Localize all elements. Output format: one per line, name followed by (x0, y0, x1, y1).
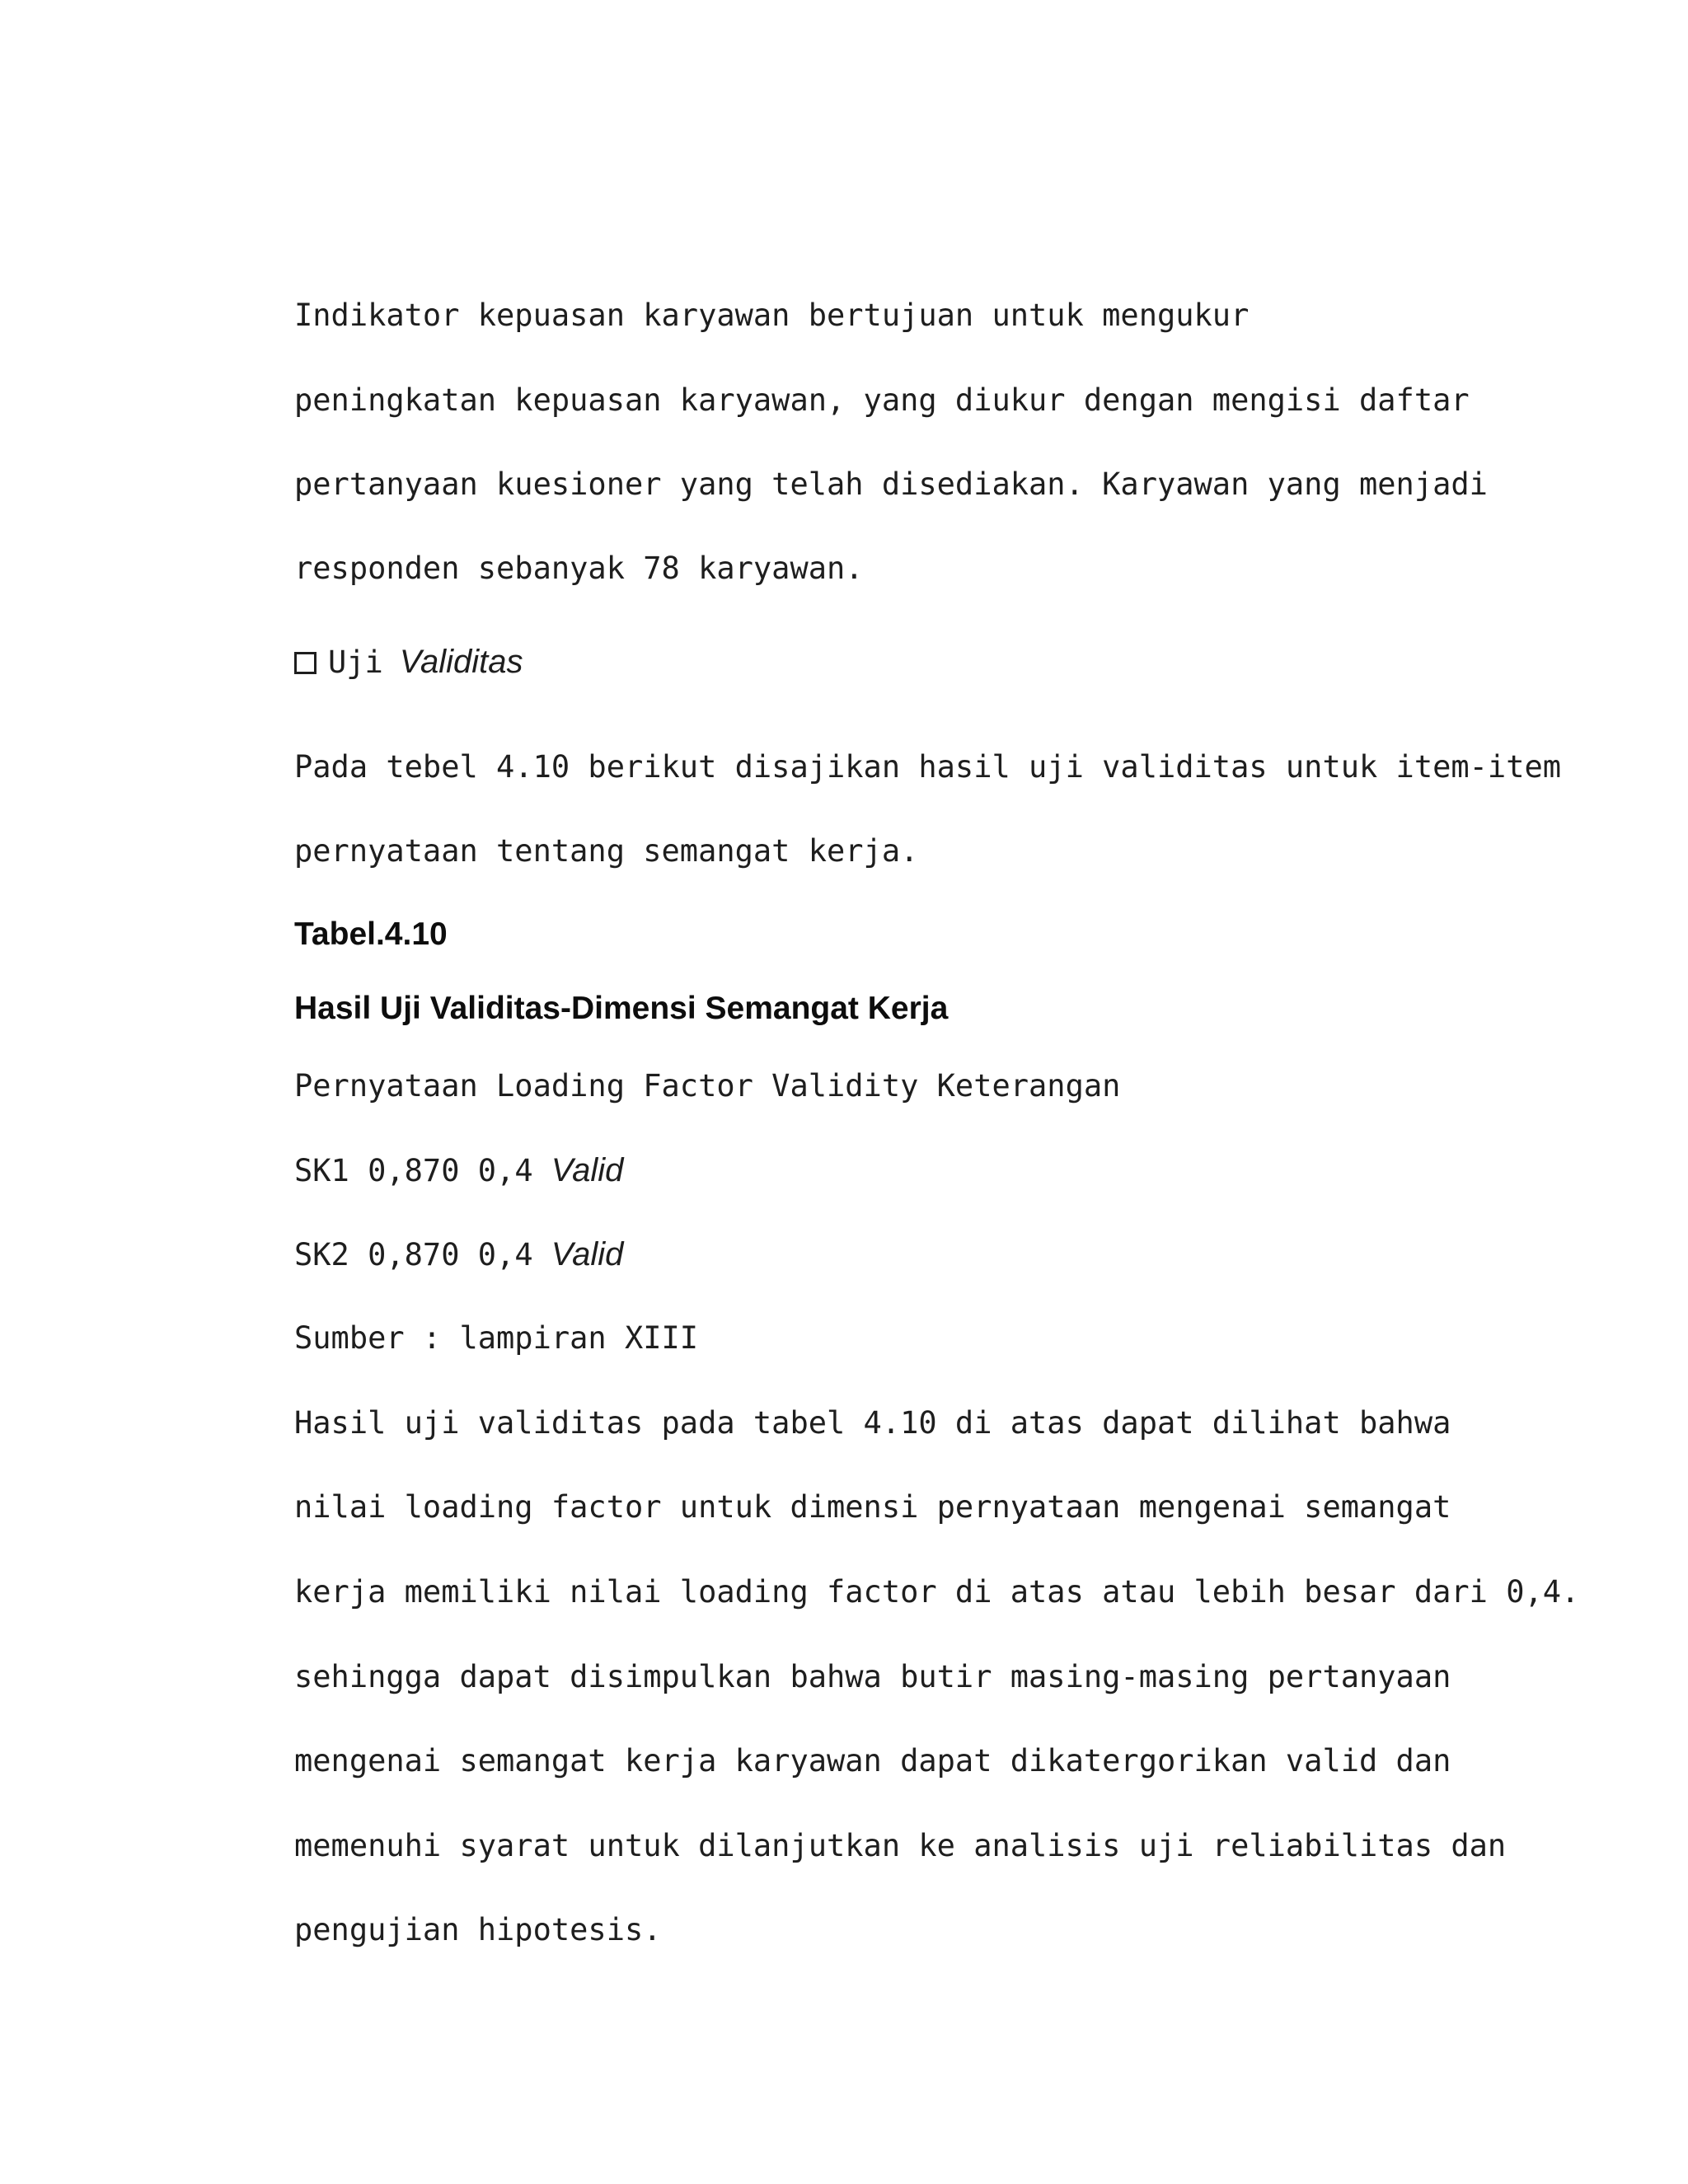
table-title: Hasil Uji Validitas-Dimensi Semangat Kerja (294, 991, 949, 1026)
intro-line-4: responden sebanyak 78 karyawan. (294, 551, 864, 586)
row-keterangan: Valid (551, 1152, 624, 1188)
conclusion-line-4: sehingga dapat disimpulkan bahwa butir masing-masing pertanyaan (294, 1659, 1451, 1694)
intro-line-1: Indikator kepuasan karyawan bertujuan untuk mengukur (294, 298, 1250, 333)
intro-line-3: pertanyaan kuesioner yang telah disediakan. Karyawan yang menjadi (294, 466, 1488, 502)
row-validity: 0,4 (477, 1237, 533, 1272)
table-row (294, 1152, 623, 1189)
conclusion-line-3: kerja memiliki nilai loading factor di atas atau lebih besar dari 0,4. (294, 1574, 1580, 1610)
intro-line-2: peningkatan kepuasan karyawan, yang diukur dengan mengisi daftar (294, 382, 1470, 418)
conclusion-line-5: mengenai semangat kerja karyawan dapat dikatergorikan valid dan (294, 1743, 1451, 1779)
table-row (294, 1236, 623, 1273)
row-item: SK1 (294, 1153, 349, 1188)
row-loading: 0,870 (368, 1153, 460, 1188)
row-keterangan: Valid (551, 1236, 624, 1272)
table-intro-line-2: pernyataan tentang semangat kerja. (294, 833, 919, 869)
row-validity: 0,4 (477, 1153, 533, 1188)
table-header: Pernyataan Loading Factor Validity Keterangan (294, 1068, 1121, 1104)
checkbox-icon (294, 652, 316, 674)
conclusion-line-7: pengujian hipotesis. (294, 1912, 662, 1947)
row-loading: 0,870 (368, 1237, 460, 1272)
table-intro-line-1: Pada tebel 4.10 berikut disajikan hasil uji validitas untuk item-item (294, 749, 1562, 785)
bullet-emphasis: Validitas (399, 644, 523, 680)
table-source: Sumber : lampiran XIII (294, 1320, 699, 1356)
conclusion-line-6: memenuhi syarat untuk dilanjutkan ke analisis uji reliabilitas dan (294, 1828, 1507, 1863)
table-label: Tabel.4.10 (294, 916, 448, 952)
conclusion-line-2: nilai loading factor untuk dimensi pernyataan mengenai semangat (294, 1489, 1451, 1525)
section-bullet (294, 644, 523, 681)
row-item: SK2 (294, 1237, 349, 1272)
bullet-prefix: Uji (328, 644, 383, 680)
conclusion-line-1: Hasil uji validitas pada tabel 4.10 di atas dapat dilihat bahwa (294, 1405, 1451, 1441)
